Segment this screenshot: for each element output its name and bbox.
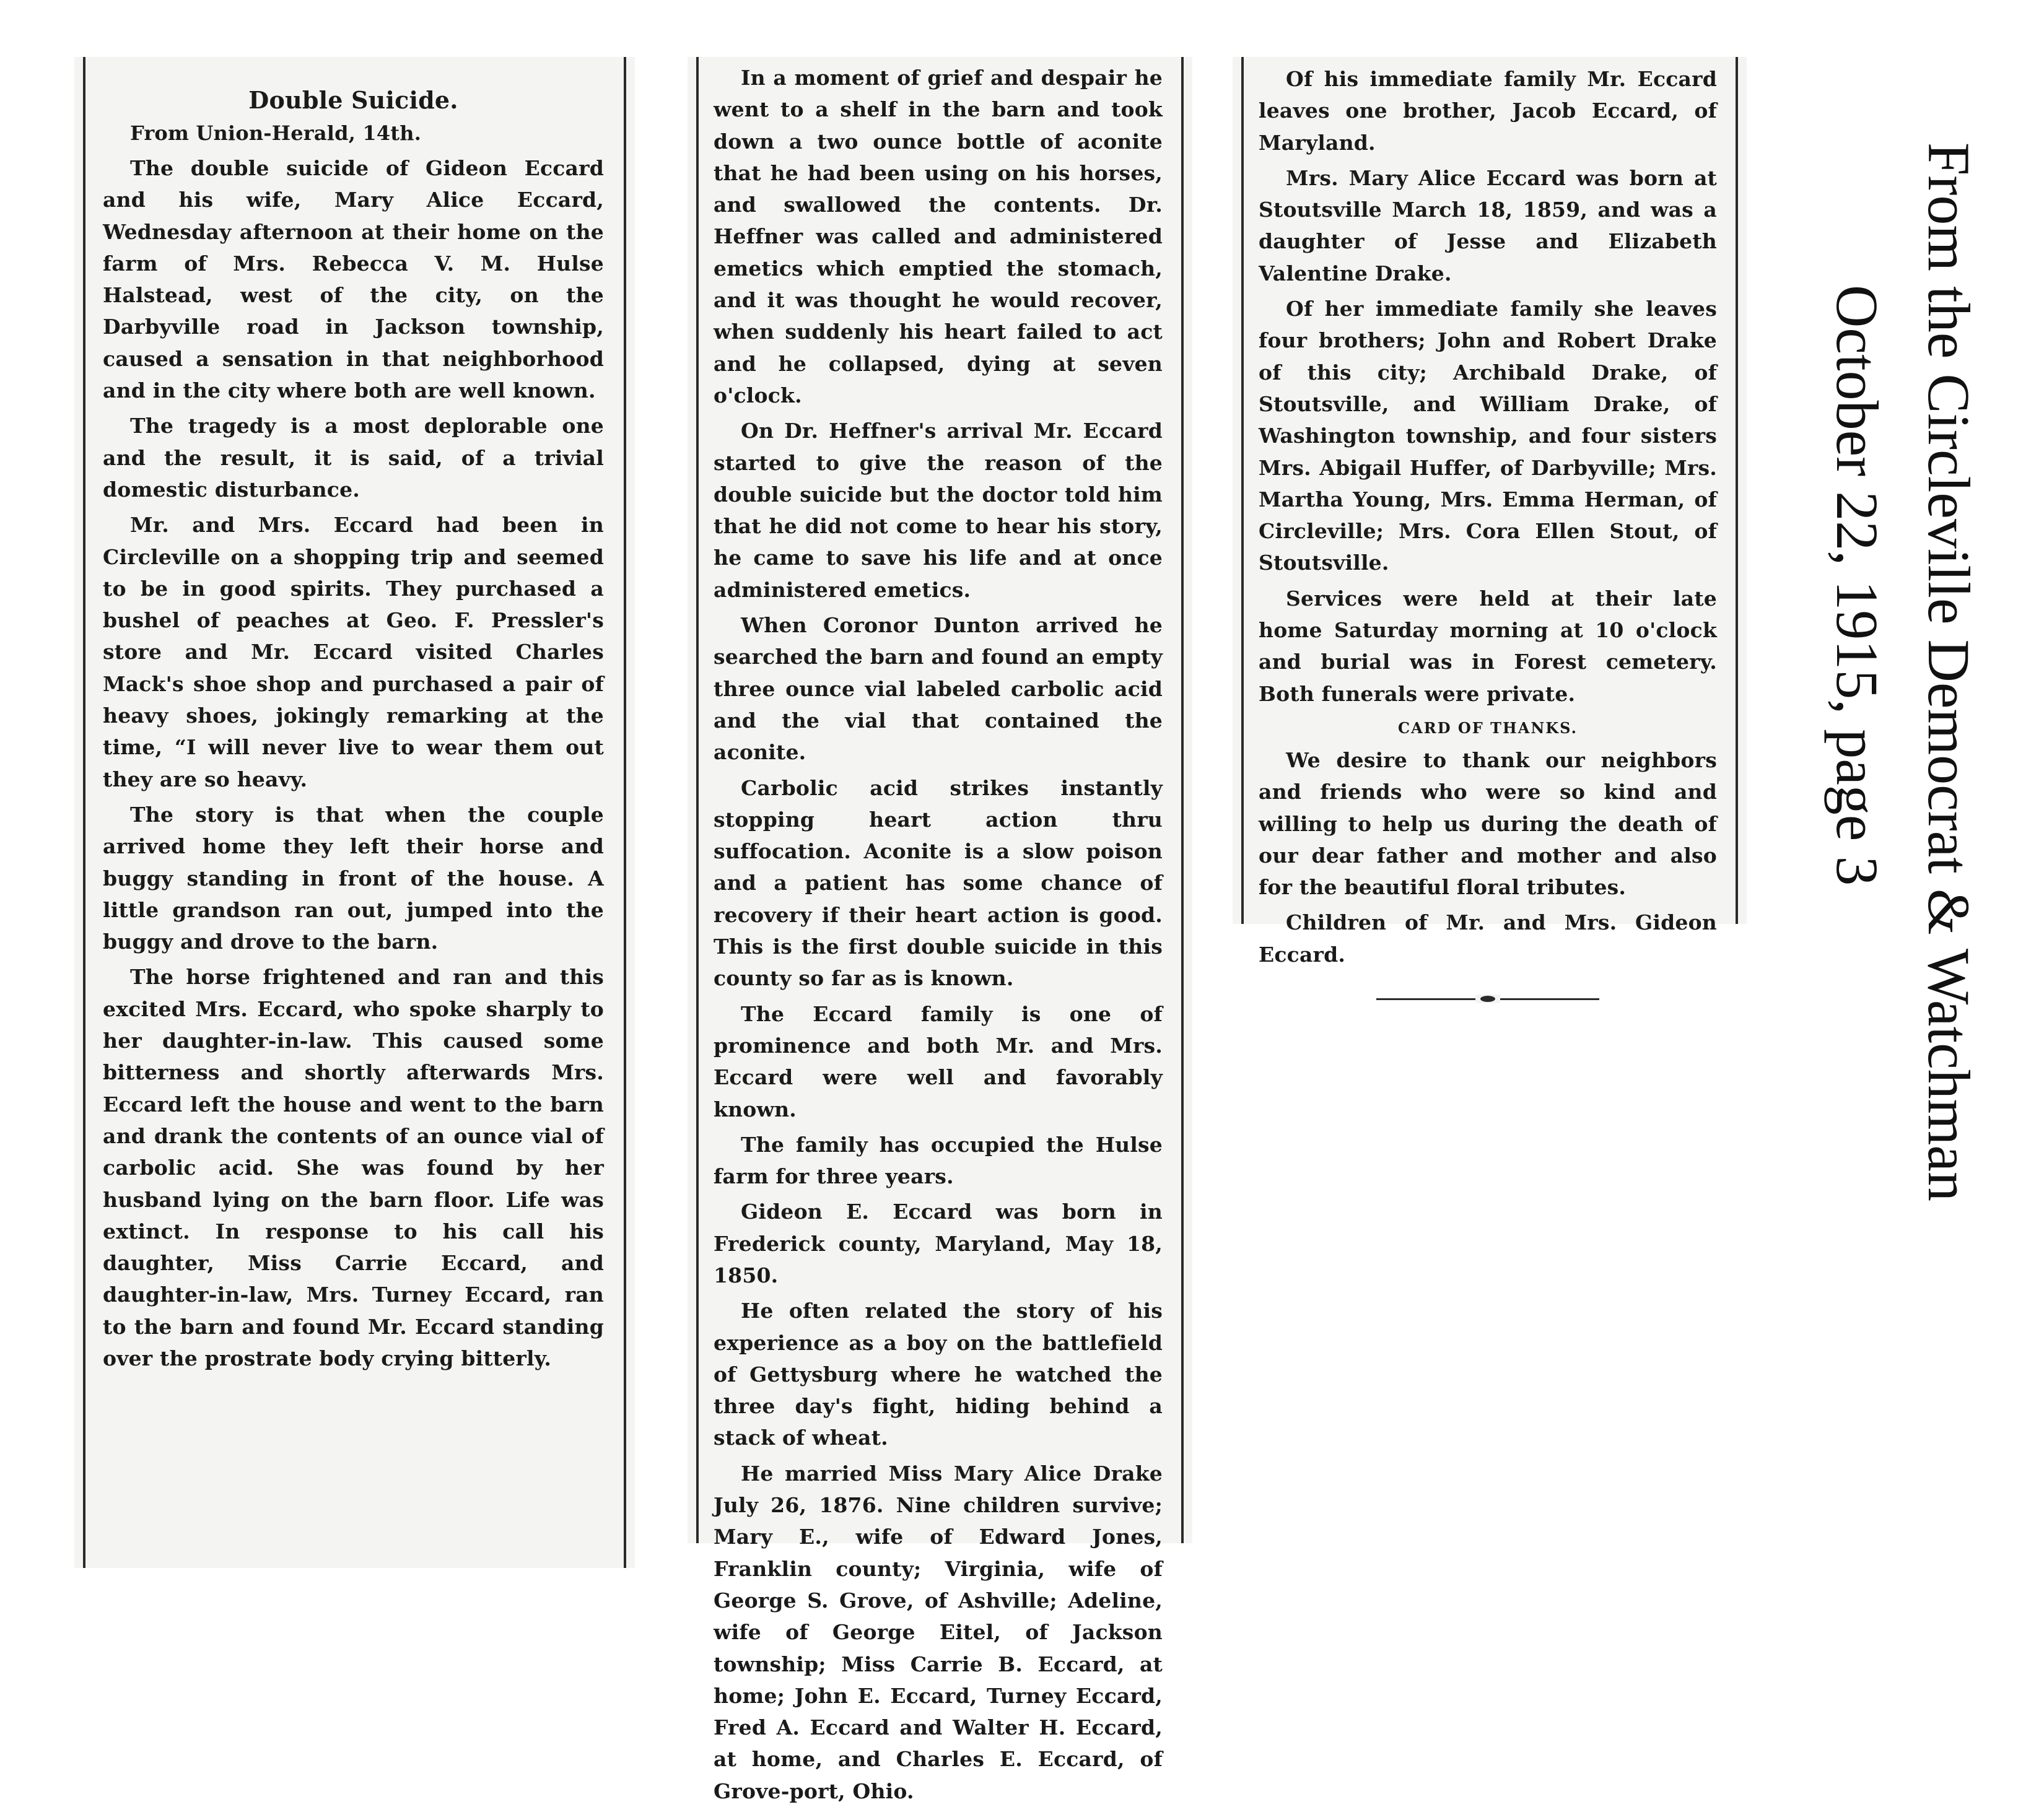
column3-paragraph: Services were held at their late home Saturday morning at 10 o'clock and burial was in Forest cemetery. Both funerals were private. bbox=[1259, 586, 1717, 706]
card-signature: Children of Mr. and Mrs. Gideon Eccard. bbox=[1259, 910, 1717, 967]
column1-paragraph: The tragedy is a most deplorable one and the result, it is said, of a trivial domestic disturbance. bbox=[103, 414, 604, 502]
caption-date-page: October 22, 1915, page 3 bbox=[1824, 285, 1890, 886]
column1-paragraph: Mr. and Mrs. Eccard had been in Circleville on a shopping trip and seemed to be in good spirits. They purchased a bushel of peaches at Geo. F. Pressler's store and Mr. Eccard visited Charles Mack's shoe shop and purchased a pair of heavy shoes, jokingly remarking at the time, “I will never live to wear them out they are so heavy. bbox=[103, 513, 604, 791]
newspaper-column-2 bbox=[688, 57, 1192, 1803]
column2-paragraph: He often related the story of his experience as a boy on the battlefield of Gettysburg where he watched the three day's fight, hiding behind a stack of wheat. bbox=[714, 1299, 1163, 1450]
column2-paragraph: Carbolic acid strikes instantly stopping heart action thru suffocation. Aconite is a slow poison and a patient has some chance of recovery if their heart action is good. This is the first double suicide in this county so far as is known. bbox=[714, 775, 1163, 991]
column2-paragraph: When Coronor Dunton arrived he searched the barn and found an empty three ounce vial labeled carbolic acid and the vial that contained the aconite. bbox=[714, 613, 1163, 765]
column2-paragraph: The Eccard family is one of prominence and both Mr. and Mrs. Eccard were well and favorably known. bbox=[714, 1001, 1163, 1121]
column3-paragraph: Of his immediate family Mr. Eccard leaves one brother, Jacob Eccard, of Maryland. bbox=[1259, 67, 1717, 155]
column2-paragraph: In a moment of grief and despair he went to a shelf in the barn and took down a two ounce bottle of aconite that he had been using on his horses, and swallowed the contents. Dr. Heffner was called and administered emetics which emptied the stomach, and it was thought he would recover, when suddenly his heart failed to act and he collapsed, dying at seven o'clock. bbox=[714, 66, 1163, 407]
card-of-thanks-heading: CARD OF THANKS. bbox=[1398, 718, 1578, 737]
column2-paragraph: Gideon E. Eccard was born in Frederick county, Maryland, May 18, 1850. bbox=[714, 1200, 1163, 1287]
column2-paragraph: He married Miss Mary Alice Drake July 26, 1876. Nine children survive; Mary E., wife of Edward Jones, Franklin county; Virginia, wife of George S. Grove, of Ashville; Adeline, wife of George Eitel, of Jackson township; Miss Carrie B. Eccard, at home; John E. Eccard, Turney Eccard, Fred A. Eccard and Walter H. Eccard, at home, and Charles E. Eccard, of Grove-port, Ohio. bbox=[714, 1461, 1163, 1803]
caption-publication: From the Circleville Democrat & Watchman bbox=[1916, 142, 1982, 1201]
card-of-thanks-text: We desire to thank our neighbors and friends who were so kind and willing to help us during the death of our dear father and mother and also for the beautiful floral tributes. bbox=[1259, 747, 1717, 900]
column1-paragraph: The horse frightened and ran and this excited Mrs. Eccard, who spoke sharply to her daughter-in-law. This caused some bitterness and shortly afterwards Mrs. Eccard left the house and went to the barn and drank the contents of an ounce vial of carbolic acid. She was found by her husband lying on the barn floor. Life was extinct. In response to his call his daughter, Miss Carrie Eccard, and daughter-in-law, Mrs. Turney Eccard, ran to the barn and found Mr. Eccard standing over the prostrate body crying bitterly. bbox=[103, 965, 604, 1370]
column3-paragraph: Mrs. Mary Alice Eccard was born at Stoutsville March 18, 1859, and was a daughter of Jesse and Elizabeth Valentine Drake. bbox=[1259, 165, 1717, 285]
newspaper-column-3 bbox=[1233, 57, 1747, 967]
column1-paragraph: The story is that when the couple arrived home they left their horse and buggy standing in front of the house. A little grandson ran out, jumped into the buggy and drove to the barn. bbox=[103, 802, 604, 954]
source-caption bbox=[1796, 142, 1994, 1455]
column2-paragraph: The family has occupied the Hulse farm for three years. bbox=[714, 1132, 1163, 1189]
end-rule-ornament bbox=[1376, 993, 1599, 1005]
column3-paragraph: Of her immediate family she leaves four brothers; John and Robert Drake of this city; Archibald Drake, of Stoutsville, and William Drake, of Washington township, and four sisters Mrs. Abigail Huffer, of Darbyville; Mrs. Martha Young, Mrs. Emma Herman, of Circleville; Mrs. Cora Ellen Stout, of Stoutsville. bbox=[1259, 297, 1717, 575]
column2-paragraph: On Dr. Heffner's arrival Mr. Eccard started to give the reason of the double suicide but the doctor told him that he did not come to hear his story, he came to save his life and at once administered emetics. bbox=[714, 419, 1163, 602]
newspaper-column-1 bbox=[74, 57, 635, 1568]
article-headline: Double Suicide. bbox=[248, 86, 458, 114]
article-dateline: From Union-Herald, 14th. bbox=[130, 121, 422, 145]
column1-paragraph: The double suicide of Gideon Eccard and his wife, Mary Alice Eccard, Wednesday afternoon at their home on the farm of Mrs. Rebecca V. M. Hulse Halstead, west of the city, on the Darbyville road in Jackson township, caused a sensation in that neighborhood and in the city where both are well known. bbox=[103, 156, 604, 403]
